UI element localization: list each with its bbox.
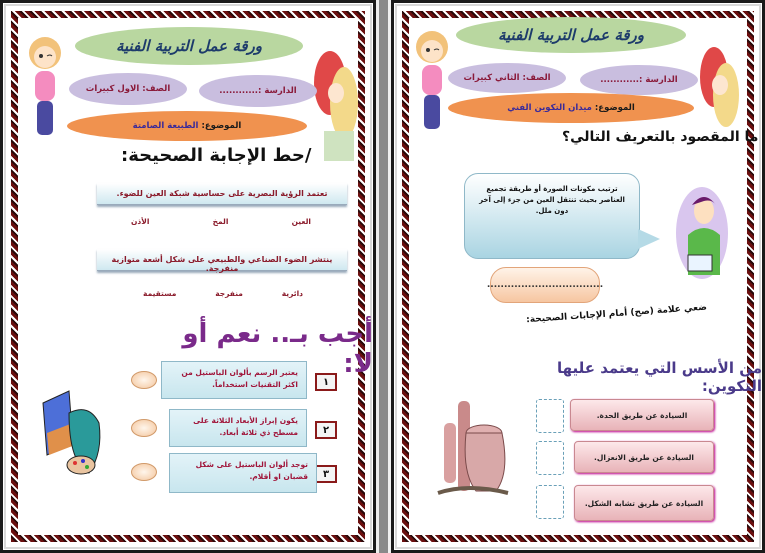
choice-2: السيادة عن طريق الانعزال. <box>574 441 714 473</box>
definition-speech-bubble: ترتيب مكونات الصورة أو طريقة تجميع العناصر بحيث تنتقل العين من جزء إلى آخر دون ملل. <box>464 173 640 259</box>
definition-answer-field[interactable]: .................................. <box>490 267 600 303</box>
choice-1: السيادة عن طريق الحدة. <box>570 399 714 431</box>
topic-value: ميدان التكوين الفني <box>507 103 592 113</box>
speech-bubble-tail <box>638 229 660 249</box>
artist-woman-clipart-icon <box>674 185 730 283</box>
answer-circle-1[interactable] <box>131 371 157 389</box>
rainbow-text: أجب بـ.. نعم أو لا: <box>182 319 373 379</box>
answer-checkbox-3[interactable] <box>536 485 564 519</box>
worksheet-title: ورقة عمل التربية الفنية <box>75 27 303 65</box>
section-heading-foundations <box>518 359 762 395</box>
question-number-3: ٣ <box>315 465 337 483</box>
option[interactable]: منفرجة <box>215 289 243 298</box>
worksheet-page-right <box>391 0 765 553</box>
choice-3: السيادة عن طريق تشابه الشكل. <box>574 485 714 521</box>
cartoon-girl-icon <box>412 25 452 135</box>
worksheet-page-left <box>0 0 376 553</box>
option[interactable]: العين <box>291 217 311 226</box>
grade-label: الصف: الثاني كبيرات <box>448 63 566 93</box>
answer-circle-2[interactable] <box>131 419 157 437</box>
anime-girls-icon <box>308 43 363 163</box>
question-number-1: ١ <box>315 373 337 391</box>
topic-label <box>67 111 307 141</box>
answer-circle-3[interactable] <box>131 463 157 481</box>
painter-clipart-icon <box>39 383 109 478</box>
page-gutter <box>376 0 391 553</box>
worksheet-title: ورقة عمل التربية الفنية <box>456 17 686 53</box>
question-number-2: ٢ <box>315 421 337 439</box>
yes-no-question-3: توجد ألوان الباستيل على شكل قضبان او أقلام. <box>169 453 317 493</box>
topic-value: الطبيعة الصامتة <box>132 121 199 131</box>
section-heading-tick: ضعي علامة (صح) أمام الإجابات الصحيحة: <box>525 302 708 326</box>
question-statement-2: ينتشر الضوء الصناعي والطبيعي على شكل أشعة متوازية منفرجة. <box>97 249 347 271</box>
student-name-label: الدارسة :............ <box>580 65 698 95</box>
grade-label: الصف: الاول كبيرات <box>69 73 187 105</box>
rainbow-text: من الأسس التي يعتمد عليها التكوين: <box>557 359 762 395</box>
options-row-1 <box>131 217 311 226</box>
yes-no-question-2: يكون إبراز الأبعاد الثلاثة على مسطح ذي ثلاثة أبعاد. <box>169 409 307 447</box>
section-heading-correct-answer: /حط الإجابة الصحيحة: <box>121 145 312 166</box>
section-heading-definition: ما المقصود بالتعريف التالي؟ <box>562 129 759 145</box>
option[interactable]: دائرية <box>281 289 303 298</box>
topic-label <box>448 93 694 123</box>
yes-no-question-1: يعتبر الرسم بألوان الباستيل من اكثر التقنيات استخداماً. <box>161 361 307 399</box>
question-statement-1: تعتمد الرؤية البصرية على حساسية شبكة العين للضوء. <box>97 183 347 205</box>
option[interactable]: المخ <box>212 217 229 226</box>
topic-prefix: الموضوع: <box>594 103 635 113</box>
option[interactable]: الأذن <box>131 217 150 226</box>
answer-checkbox-1[interactable] <box>536 399 564 433</box>
pottery-vases-icon <box>432 393 512 503</box>
option[interactable]: مستقيمة <box>143 289 177 298</box>
anime-girls-icon <box>694 39 744 139</box>
options-row-2 <box>143 289 303 298</box>
student-name-label: الدارسة :............ <box>199 75 317 107</box>
answer-checkbox-2[interactable] <box>536 441 564 475</box>
cartoon-girl-icon <box>25 31 65 141</box>
topic-prefix: الموضوع: <box>201 121 242 131</box>
